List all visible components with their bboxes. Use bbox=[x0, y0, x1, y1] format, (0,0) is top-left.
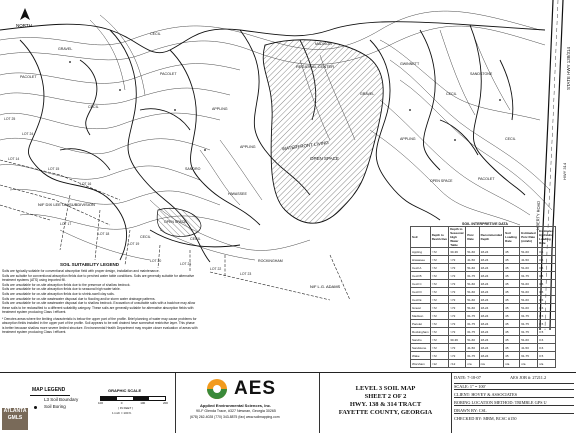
table-header-cell: Depth to Seasonal High Water Table bbox=[449, 227, 466, 248]
table-cell: 61-75 bbox=[466, 272, 479, 280]
table-row bbox=[411, 272, 556, 280]
boring-point-icon bbox=[69, 61, 71, 63]
legend-item: Soils are unsuitable for on-site wastewater disposal due to shallow bedrock. Excavation of unsuitable soils with a backhoe may allow bbox=[2, 301, 196, 306]
table-cell: 0.6 bbox=[538, 264, 556, 272]
soil-label: HIWASSEE bbox=[228, 192, 247, 196]
table-cell: Gravel bbox=[411, 304, 431, 312]
table-cell: 18-24 bbox=[479, 328, 504, 336]
table-cell: >72 bbox=[430, 320, 449, 328]
job-number: AES JOB #: 27211.2 bbox=[510, 375, 547, 380]
soil-label: APPLING bbox=[212, 107, 228, 111]
table-cell: Wake bbox=[411, 352, 431, 360]
table-cell: 51-60 bbox=[520, 336, 538, 344]
table-row bbox=[411, 320, 556, 328]
scale-tick-label: 0 bbox=[120, 401, 123, 405]
legend-item: Soils are suitable for conventional absorption fields due to perched water table conditions. Soils are generally suitable for alternative bbox=[2, 273, 195, 278]
road-label-314: HWY 314 bbox=[562, 162, 567, 180]
table-cell: 61-75 bbox=[466, 312, 479, 320]
boring-point-icon bbox=[454, 139, 456, 141]
company-address: 90-F Glenda Trace, #327 Newnan, Georgia 30265 bbox=[196, 409, 276, 413]
table-cell: >72 bbox=[430, 352, 449, 360]
legend-item: Soils are unsuitable for on-site absorption fields due to the presence of shallow bedrock. bbox=[2, 282, 131, 287]
soil-label: MADISON bbox=[315, 42, 332, 46]
table-cell: 0.6 bbox=[538, 280, 556, 288]
soil-label: SANDSTONE bbox=[470, 72, 493, 76]
soil-label: PACOLET bbox=[160, 72, 177, 76]
table-cell: 51-60 bbox=[466, 248, 479, 256]
table-cell: >72 bbox=[449, 328, 466, 336]
table-cell: Sandro bbox=[411, 336, 431, 344]
table-cell: 51-60 bbox=[466, 288, 479, 296]
soil-boring-icon bbox=[34, 406, 37, 409]
table-cell: 51-60 bbox=[466, 304, 479, 312]
soil-label: CECIL bbox=[505, 137, 516, 141]
table-cell: 0.6 bbox=[538, 296, 556, 304]
scale-units: ( IN FEET ) bbox=[118, 406, 134, 410]
scale-tick-label: 100 bbox=[140, 401, 146, 405]
table-cell: 45 bbox=[504, 312, 520, 320]
table-cell: 51-60 bbox=[520, 296, 538, 304]
interpretive-table-title: SOIL INTERPRETIVE DATA bbox=[462, 222, 508, 226]
table-cell: >72 bbox=[449, 296, 466, 304]
graphic-scale-title: GRAPHIC SCALE bbox=[108, 388, 142, 393]
table-cell: 45 bbox=[504, 344, 520, 352]
soil-label: APPLING bbox=[400, 137, 416, 141]
checked-by-field: CHECKED BY: MBM, BCSC #150 bbox=[454, 416, 517, 421]
lot-label: LOT 22 bbox=[210, 267, 222, 271]
table-cell: Cecil C bbox=[411, 280, 431, 288]
table-cell: >72 bbox=[449, 312, 466, 320]
table-cell: >72 bbox=[430, 344, 449, 352]
soil-label: GRAVEL bbox=[58, 47, 73, 51]
company-full-name: Applied Environmental Sciences, Inc. bbox=[200, 403, 272, 408]
table-cell: 45 bbox=[504, 288, 520, 296]
table-row bbox=[411, 280, 556, 288]
company-cell bbox=[176, 373, 320, 433]
legend-item: Soils are unsuitable for on-site absorption fields due to shrink-swell clay soils. bbox=[2, 291, 115, 296]
table-row bbox=[411, 360, 556, 368]
sheet-number: SHEET 2 OF 2 bbox=[364, 393, 407, 400]
table-cell: 41-50 bbox=[466, 344, 479, 352]
road-label-hwy: STATE HWY 138/314 bbox=[566, 46, 571, 90]
boring-point-icon bbox=[119, 89, 121, 91]
table-cell: >72 bbox=[449, 288, 466, 296]
table-cell: >72 bbox=[430, 272, 449, 280]
area-label-regional: REGIONAL CENTER bbox=[296, 64, 335, 69]
scale-field: SCALE: 1" = 100' bbox=[454, 384, 574, 390]
table-cell: 61-75 bbox=[520, 352, 538, 360]
date-field: DATE: 7-18-07 bbox=[454, 375, 481, 380]
table-cell: 61-75 bbox=[466, 320, 479, 328]
table-cell: >72 bbox=[449, 344, 466, 352]
table-cell: 0.6 bbox=[538, 256, 556, 264]
table-cell: Madison bbox=[411, 312, 431, 320]
table-cell: 0.6 bbox=[538, 248, 556, 256]
table-row bbox=[411, 256, 556, 264]
mls-watermark-logo: ATLANTA GMLS bbox=[2, 408, 28, 430]
table-cell: >72 bbox=[430, 248, 449, 256]
table-cell: >72 bbox=[449, 352, 466, 360]
soil-suitability-legend bbox=[2, 262, 402, 368]
lot-label: LOT 18 bbox=[98, 232, 110, 236]
table-cell: 18-24 bbox=[479, 304, 504, 312]
table-cell: 18-24 bbox=[479, 264, 504, 272]
table-cell: 61-75 bbox=[520, 312, 538, 320]
soil-label: SANDRO bbox=[185, 167, 201, 171]
scale-tick-label: 200 bbox=[162, 401, 168, 405]
legend-item: treatment systems (ATS) using imported fill. bbox=[2, 278, 66, 283]
table-cell: >72 bbox=[449, 256, 466, 264]
table-cell: >72 bbox=[430, 256, 449, 264]
table-cell: 45 bbox=[504, 320, 520, 328]
legend-note: treatment system producing Class I effluent. bbox=[2, 329, 67, 334]
sheet-title: LEVEL 3 SOIL MAP bbox=[355, 385, 416, 392]
sheet-title-cell bbox=[320, 373, 452, 433]
table-cell: 0.6 bbox=[538, 288, 556, 296]
table-cell: 61-75 bbox=[520, 328, 538, 336]
table-cell: >72 bbox=[430, 328, 449, 336]
table-cell: >72 bbox=[430, 264, 449, 272]
soil-label: CECIL bbox=[446, 92, 457, 96]
table-cell: <12 bbox=[430, 360, 449, 368]
table-cell: Pacolet bbox=[411, 320, 431, 328]
table-cell: 51-60 bbox=[520, 288, 538, 296]
area-label-open-space-1: OPEN SPACE bbox=[310, 156, 339, 161]
soil-label: GWINNETT bbox=[400, 62, 420, 66]
table-cell: 18-24 bbox=[479, 280, 504, 288]
table-header-cell: Perc Rate bbox=[466, 227, 479, 248]
table-cell: >72 bbox=[430, 336, 449, 344]
client-field: CLIENT: HOVEY & ASSOCIATES bbox=[454, 392, 574, 398]
table-cell: 51-60 bbox=[466, 264, 479, 272]
lot-label: LOT 14 bbox=[8, 157, 20, 161]
table-cell: 18-24 bbox=[479, 352, 504, 360]
table-cell: 41-50 bbox=[466, 256, 479, 264]
table-cell: >72 bbox=[430, 312, 449, 320]
table-cell: Worsham bbox=[411, 360, 431, 368]
table-row bbox=[411, 312, 556, 320]
table-header-cell: Recommended Depth bbox=[479, 227, 504, 248]
table-cell: 51-60 bbox=[466, 280, 479, 288]
legend-note: * Denotes areas where the limiting characteristic is below the upper part of the profile. Brief planning of water may cause problems for bbox=[2, 316, 197, 321]
table-cell: 51-60 bbox=[520, 248, 538, 256]
table-cell: >72 bbox=[449, 320, 466, 328]
table-cell: 18-24 bbox=[479, 344, 504, 352]
table-cell: Cecil E bbox=[411, 296, 431, 304]
soil-label: CECIL bbox=[150, 32, 161, 36]
table-cell: >72 bbox=[430, 304, 449, 312]
county-name: FAYETTE COUNTY, GEORGIA bbox=[338, 409, 433, 416]
aes-logo-icon bbox=[202, 377, 232, 401]
legend-item: treatment system producing Class I effluent. bbox=[2, 310, 67, 315]
table-cell: 18-24 bbox=[479, 312, 504, 320]
table-row bbox=[411, 344, 556, 352]
lot-label: LOT 19 bbox=[128, 242, 140, 246]
table-cell: Cecil B bbox=[411, 272, 431, 280]
soil-label: CECIL bbox=[140, 235, 151, 239]
soil-interpretive-table bbox=[410, 222, 556, 370]
soil-label: PACOLET bbox=[20, 75, 37, 79]
table-header-cell: Estimated Hydraulic Loading Rate bbox=[538, 227, 556, 248]
table-cell: 45 bbox=[504, 296, 520, 304]
table-cell: 0.6 bbox=[538, 304, 556, 312]
table-cell: 18-24 bbox=[479, 288, 504, 296]
soil-label: CECIL bbox=[190, 237, 201, 241]
legend-item: Soils are unsuitable for on-site absorption fields due to seasonal high water table. bbox=[2, 287, 121, 292]
table-cell: 18-24 bbox=[479, 248, 504, 256]
table-cell: 45 bbox=[504, 272, 520, 280]
table-cell: 51-60 bbox=[520, 280, 538, 288]
table-cell: Cecil A bbox=[411, 264, 431, 272]
area-label-waterfront: WATERFRONT LIVING bbox=[281, 139, 330, 152]
table-cell: 61-75 bbox=[466, 352, 479, 360]
drawn-by-field: DRAWN BY: CSL bbox=[454, 408, 574, 414]
table-cell: n/a bbox=[466, 360, 479, 368]
table-cell: >72 bbox=[430, 296, 449, 304]
legend-boring-item: Soil Boring bbox=[44, 404, 66, 409]
table-cell: 61-75 bbox=[520, 320, 538, 328]
table-cell: 0.5 bbox=[538, 328, 556, 336]
table-cell: 0.5 bbox=[538, 312, 556, 320]
table-cell: 18-24 bbox=[479, 296, 504, 304]
soil-label: APPLING bbox=[240, 145, 256, 149]
lot-label: LOT 20 bbox=[150, 259, 162, 263]
boring-point-icon bbox=[499, 99, 501, 101]
table-cell: 18-24 bbox=[479, 272, 504, 280]
table-row bbox=[411, 304, 556, 312]
table-cell: >72 bbox=[430, 288, 449, 296]
table-cell: 0.5 bbox=[538, 352, 556, 360]
table-cell: 45 bbox=[504, 248, 520, 256]
lot-label: LOT 16 bbox=[80, 182, 92, 186]
table-cell: 51-60 bbox=[466, 336, 479, 344]
table-cell: 30-36 bbox=[449, 248, 466, 256]
boring-point-icon bbox=[174, 109, 176, 111]
table-cell: 45 bbox=[504, 264, 520, 272]
table-cell: 0.6 bbox=[538, 336, 556, 344]
svg-text:NORTH: NORTH bbox=[16, 23, 32, 28]
table-row bbox=[411, 264, 556, 272]
table-cell: <12 bbox=[449, 360, 466, 368]
table-row bbox=[411, 288, 556, 296]
legend-item: Soils are unsuitable for on-site wastewater disposal due to flooding and/or storm water drainage patterns. bbox=[2, 296, 156, 301]
table-row bbox=[411, 336, 556, 344]
soil-label: ROCKINGHAM bbox=[258, 259, 283, 263]
table-cell: Sandstone bbox=[411, 344, 431, 352]
table-cell: >72 bbox=[449, 280, 466, 288]
soil-legend-title: SOIL SUITABILITY LEGEND bbox=[60, 262, 120, 267]
table-cell: 61-75 bbox=[520, 272, 538, 280]
legend-item: these soils to be reclassified to a different suitability category. These soils are generally suitable for alternative absorption fields with bbox=[2, 305, 194, 310]
table-cell: n/a bbox=[479, 360, 504, 368]
boring-method-field: BORING LOCATION METHOD: TRIMBLE GPS U bbox=[454, 400, 574, 406]
table-cell: 18-24 bbox=[479, 256, 504, 264]
tract-name: HWY. 138 & 314 TRACT bbox=[349, 401, 422, 408]
table-cell: 0.6 bbox=[538, 344, 556, 352]
table-cell: 61-75 bbox=[466, 328, 479, 336]
table-cell: 41-50 bbox=[520, 344, 538, 352]
table-cell: >72 bbox=[449, 304, 466, 312]
legend-note: is better because shallow more severe limited structure. Environmental Health Department may require closer evaluation of areas with bbox=[2, 325, 198, 330]
table-cell: n/a bbox=[538, 360, 556, 368]
boring-point-icon bbox=[409, 109, 411, 111]
area-label-open-space-2: OPEN SPACE bbox=[164, 220, 187, 224]
table-row bbox=[411, 352, 556, 360]
table-cell: Appling bbox=[411, 248, 431, 256]
table-cell: 0.5 bbox=[538, 320, 556, 328]
road-label-liberty: LIBERTY ROAD bbox=[535, 200, 542, 231]
table-cell: Hiwassee bbox=[411, 256, 431, 264]
soil-label: GRAVEL bbox=[360, 92, 375, 96]
table-cell: 51-60 bbox=[520, 264, 538, 272]
table-cell: 45 bbox=[504, 336, 520, 344]
table-cell: >72 bbox=[449, 264, 466, 272]
table-row bbox=[411, 296, 556, 304]
interpretive-data-grid bbox=[410, 226, 556, 368]
table-cell: 30-36 bbox=[449, 336, 466, 344]
table-cell: Rockingham bbox=[412, 329, 429, 334]
company-name: AES bbox=[234, 378, 277, 399]
table-cell: n/a bbox=[504, 360, 520, 368]
table-header-cell: Depth to Restrictive bbox=[430, 227, 449, 248]
table-cell: 18-24 bbox=[479, 336, 504, 344]
table-cell: 51-60 bbox=[520, 304, 538, 312]
table-cell: n/a bbox=[520, 360, 538, 368]
table-header-cell: Soil bbox=[411, 227, 431, 248]
lot-label: LOT 24 bbox=[22, 132, 34, 136]
legend-item: Soils are typically suitable for conventional absorption field with proper design, installation and maintenance. bbox=[2, 269, 160, 273]
table-header-cell: Estimated Perc Rate (min/in) bbox=[520, 227, 538, 248]
table-cell: >72 bbox=[430, 280, 449, 288]
project-info-cell bbox=[452, 373, 576, 433]
table-cell: >72 bbox=[449, 272, 466, 280]
lot-label: LOT 17 bbox=[60, 222, 72, 226]
scale-tick-label: 100 bbox=[98, 401, 104, 405]
scale-ratio: 1 inch = 100 ft. bbox=[112, 411, 132, 415]
table-cell: 45 bbox=[504, 280, 520, 288]
title-block bbox=[0, 372, 576, 433]
table-cell: Cecil D bbox=[411, 288, 431, 296]
map-legend-title: MAP LEGEND bbox=[32, 387, 66, 393]
soil-label: CECIL bbox=[88, 105, 99, 109]
table-cell: 41-50 bbox=[520, 256, 538, 264]
table-cell: 51-60 bbox=[466, 296, 479, 304]
table-cell: 45 bbox=[504, 256, 520, 264]
table-row bbox=[411, 328, 556, 336]
boring-point-icon bbox=[204, 149, 206, 151]
soil-label: PACOLET bbox=[478, 177, 495, 181]
lot-label: LOT 15 bbox=[48, 167, 60, 171]
lot-label: LOT 23 bbox=[240, 272, 252, 276]
table-cell: 45 bbox=[504, 304, 520, 312]
lot-label: LOT 25 bbox=[4, 117, 16, 121]
table-cell: 45 bbox=[504, 352, 520, 360]
lot-label: LOT 21 bbox=[180, 262, 192, 266]
table-cell: 0.5 bbox=[538, 272, 556, 280]
note-adams: N/F L.G. ADAMS bbox=[310, 284, 341, 289]
table-cell: 18-24 bbox=[479, 320, 504, 328]
legend-boundary-item: L3 Soil Boundary bbox=[44, 397, 79, 402]
table-header-cell: Soil Loading Rate bbox=[504, 227, 520, 248]
note-subdivision: N/F DIX LEE ON SUBDIVISION bbox=[38, 202, 95, 207]
table-cell: 45 bbox=[504, 328, 520, 336]
area-label-open-space-3: OPEN SPACE bbox=[430, 179, 453, 183]
table-row bbox=[411, 248, 556, 256]
legend-note: absorption fields installed in the upper part of the profile. Soil appears to be well drained have somewhat restrictive layer. This phase bbox=[2, 321, 195, 326]
company-contact: (678) 262-4028 (770) 343-8875 (fax) www.soilmapping.com bbox=[190, 415, 280, 419]
